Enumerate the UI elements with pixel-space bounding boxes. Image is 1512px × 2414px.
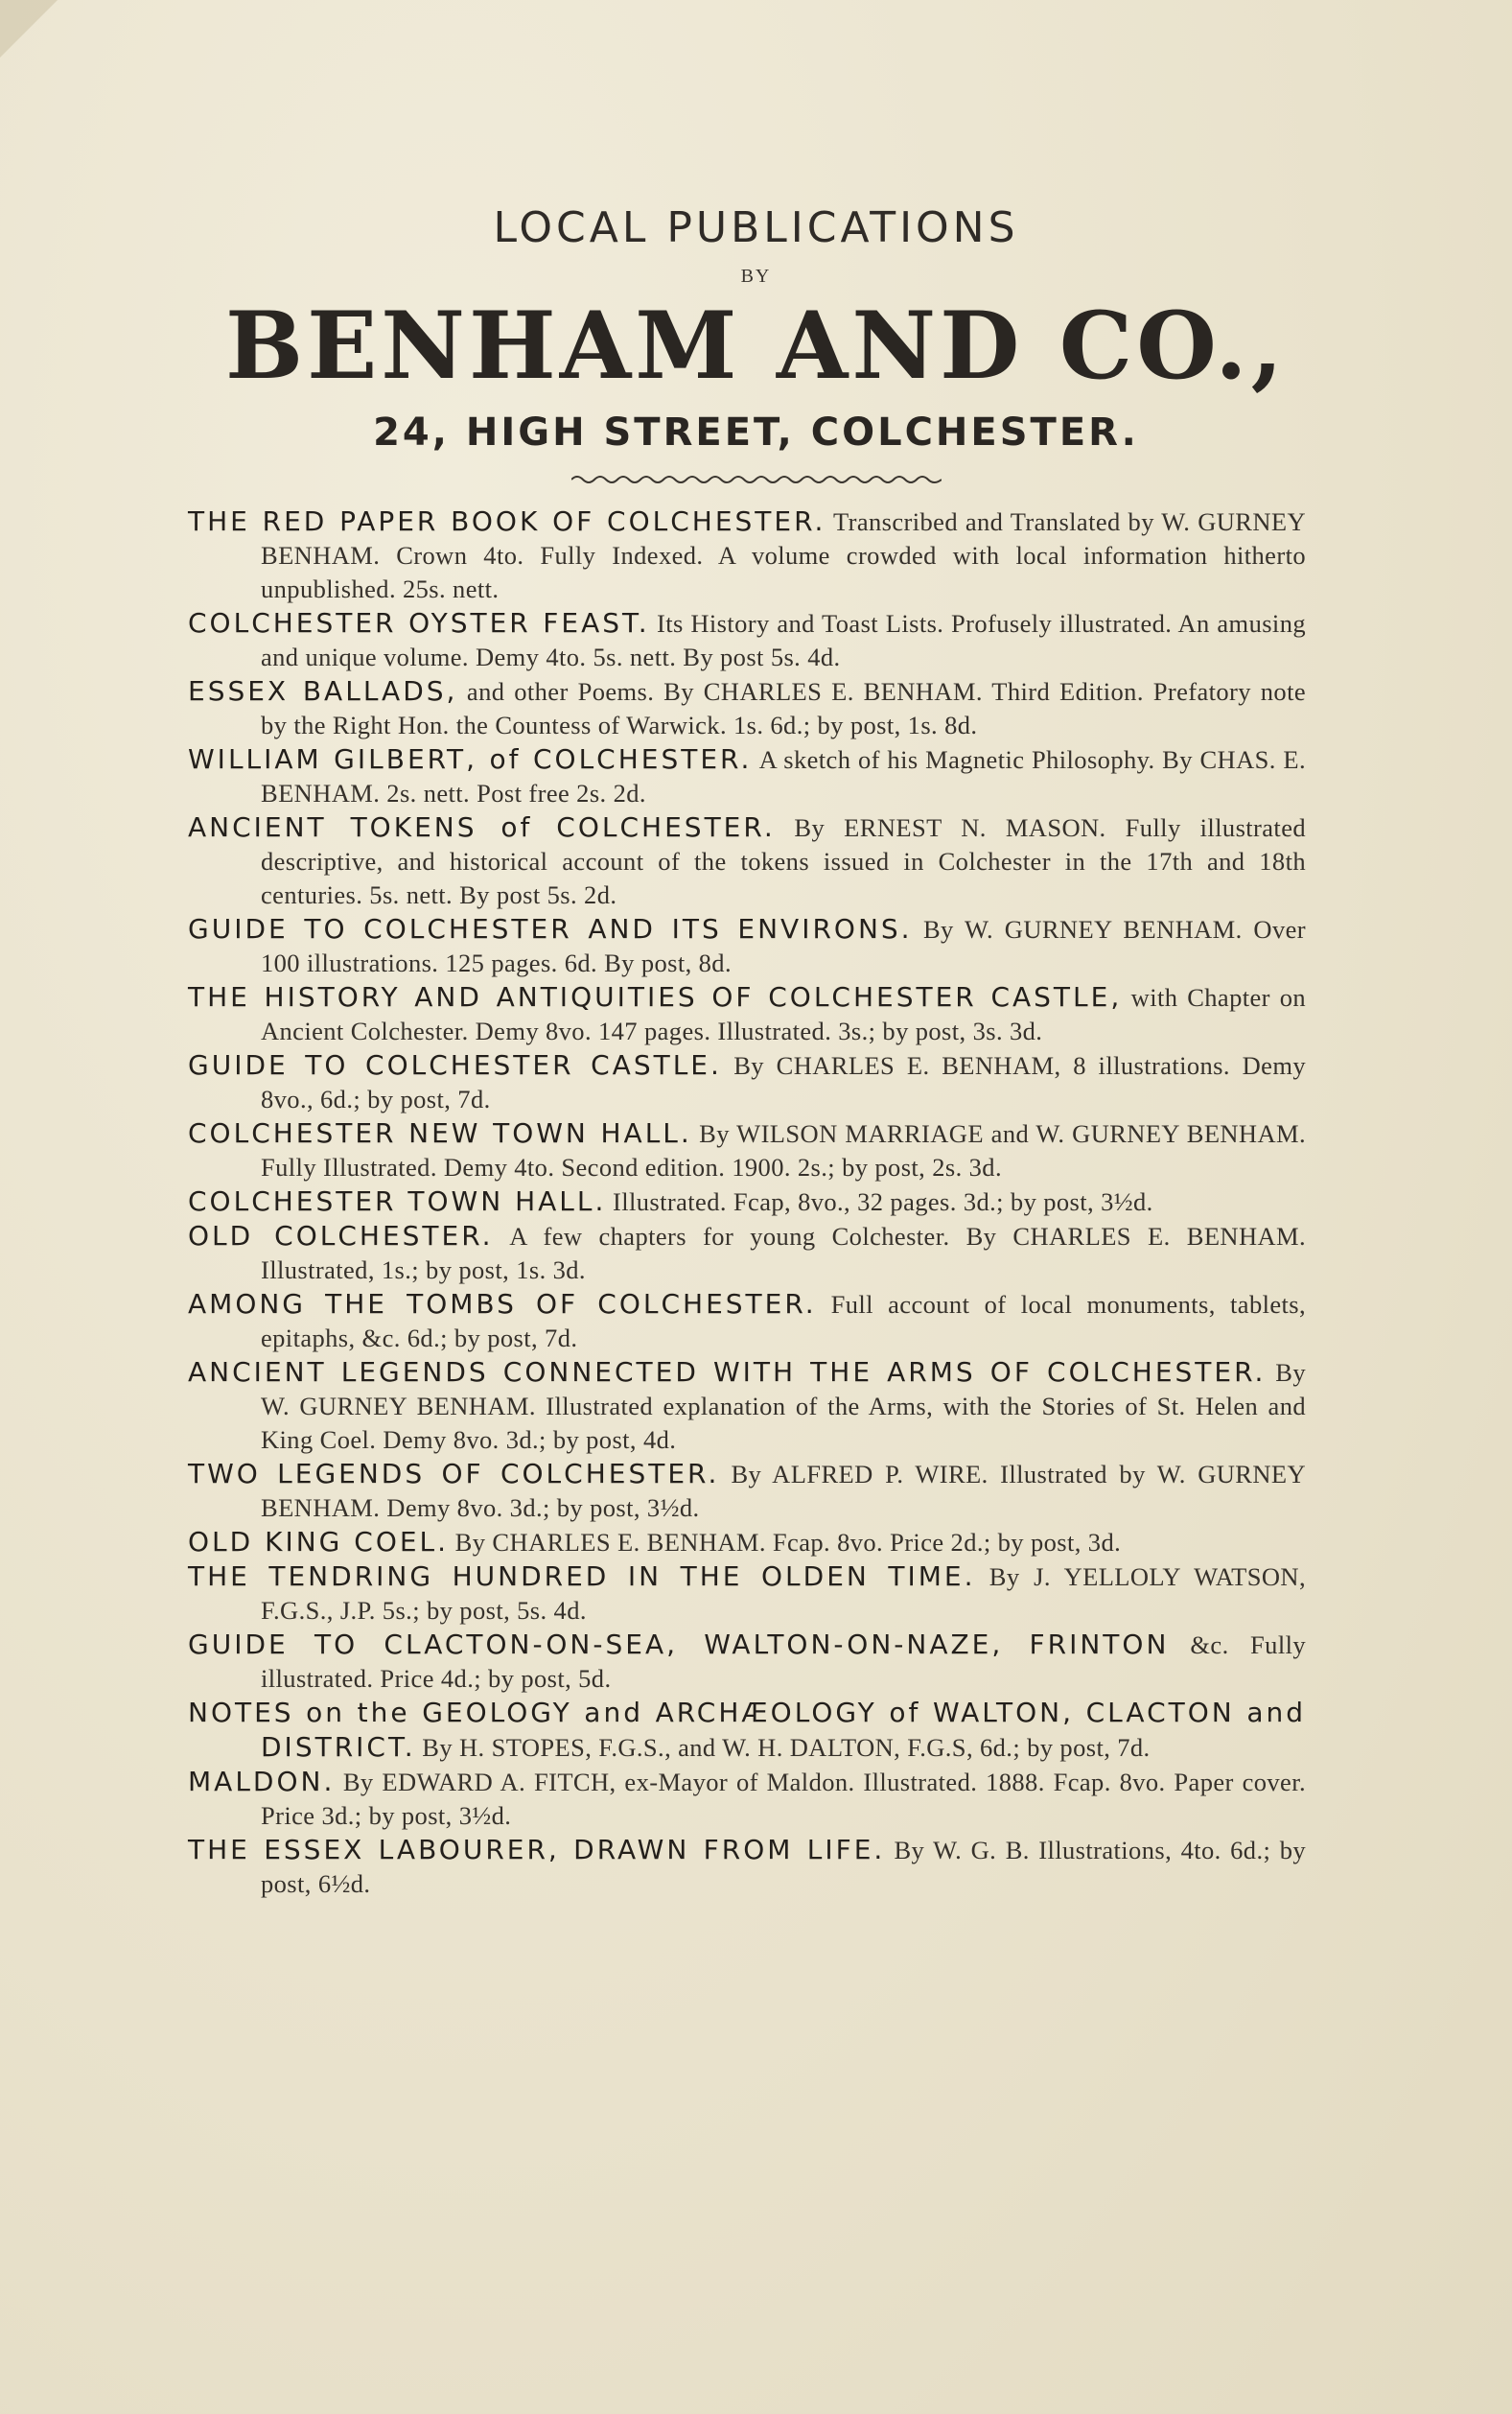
entry-details: A few chapters for young Colchester. By CHARLES E. BENHAM. Illustrated, 1s.; by post, 1s. 3d. [261, 1222, 1307, 1284]
list-item [188, 1219, 1306, 1287]
list-item [188, 1696, 1306, 1765]
entry-heading: GUIDE TO CLACTON-ON-SEA, WALTON-ON-NAZE, FRINTON [188, 1629, 1170, 1660]
entry-heading: THE RED PAPER BOOK OF COLCHESTER. [188, 505, 826, 537]
entry-heading: COLCHESTER OYSTER FEAST. [188, 607, 650, 639]
wavy-rule-ornament [571, 472, 942, 487]
entry-details: By J. YELLOLY WATSON, F.G.S., J.P. 5s.; by post, 5s. 4d. [261, 1562, 1306, 1625]
entry-details: By CHARLES E. BENHAM, 8 illustrations. Demy 8vo., 6d.; by post, 7d. [261, 1051, 1306, 1113]
list-item [188, 810, 1306, 912]
entry-heading: OLD KING COEL. [188, 1526, 450, 1558]
entry-details: By H. STOPES, F.G.S., and W. H. DALTON, F.G.S, 6d.; by post, 7d. [422, 1733, 1151, 1762]
entry-details: By EDWARD A. FITCH, ex-Mayor of Maldon. Illustrated. 1888. Fcap. 8vo. Paper cover. Price 3d.; by post, 3½d. [261, 1768, 1307, 1830]
entry-details: By WILSON MARRIAGE and W. GURNEY BENHAM. Fully Illustrated. Demy 4to. Second edition. 1900. 2s.; by post, 2s. 3d. [261, 1119, 1306, 1182]
entry-heading: COLCHESTER TOWN HALL. [188, 1185, 607, 1217]
list-item [188, 1355, 1306, 1457]
entry-heading: MALDON. [188, 1766, 336, 1797]
wavy-rule-line [571, 477, 942, 482]
list-item [188, 980, 1306, 1048]
list-item [188, 1628, 1306, 1696]
by-line: BY [740, 266, 772, 287]
entry-heading: TWO LEGENDS OF COLCHESTER. [188, 1458, 720, 1489]
list-item [188, 674, 1306, 742]
entry-details: By CHARLES E. BENHAM. Fcap. 8vo. Price 2d.; by post, 3d. [454, 1528, 1122, 1557]
publication-list [188, 504, 1306, 1901]
publisher-address: 24, HIGH STREET, COLCHESTER. [373, 410, 1139, 455]
entry-details: By W. G. B. Illustrations, 4to. 6d.; by post, 6½d. [261, 1836, 1307, 1898]
entry-heading: ANCIENT LEGENDS CONNECTED WITH THE ARMS OF COLCHESTER. [188, 1356, 1267, 1388]
entry-details: By ERNEST N. MASON. Fully illustrated descriptive, and historical account of the tokens issued in Colchester in the 17th and 18th centuries. 5s. nett. By post 5s. 2d. [261, 813, 1307, 909]
page-title: LOCAL PUBLICATIONS [493, 203, 1019, 252]
entry-heading: ESSEX BALLADS, [188, 675, 458, 707]
list-item [188, 1559, 1306, 1628]
entry-details: A sketch of his Magnetic Philosophy. By CHAS. E. BENHAM. 2s. nett. Post free 2s. 2d. [261, 745, 1306, 808]
entry-details: with Chapter on Ancient Colchester. Demy 8vo. 147 pages. Illustrated. 3s.; by post, 3s. 3d. [261, 983, 1307, 1045]
entry-heading: AMONG THE TOMBS OF COLCHESTER. [188, 1288, 817, 1320]
list-item [188, 606, 1306, 674]
entry-details: Its History and Toast Lists. Profusely illustrated. An amusing and unique volume. Demy 4to. 5s. nett. By post 5s. 4d. [261, 609, 1306, 671]
entry-heading: GUIDE TO COLCHESTER CASTLE. [188, 1049, 722, 1081]
list-item [188, 1765, 1306, 1833]
entry-heading: THE HISTORY AND ANTIQUITIES OF COLCHESTER CASTLE, [188, 981, 1123, 1013]
entry-heading: WILLIAM GILBERT, of COLCHESTER. [188, 743, 753, 775]
entry-heading: ANCIENT TOKENS of COLCHESTER. [188, 811, 776, 843]
list-item [188, 504, 1306, 606]
entry-details: and other Poems. By CHARLES E. BENHAM. Third Edition. Prefatory note by the Right Hon. the Countess of Warwick. 1s. 6d.; by post, 1s. 8d. [261, 677, 1307, 739]
list-item [188, 1833, 1306, 1901]
list-item [188, 1525, 1306, 1559]
entry-details: Full account of local monuments, tablets, epitaphs, &c. 6d.; by post, 7d. [261, 1290, 1307, 1352]
list-item [188, 742, 1306, 810]
folded-corner [0, 0, 58, 58]
entry-details: By W. GURNEY BENHAM. Over 100 illustrations. 125 pages. 6d. By post, 8d. [261, 915, 1306, 977]
entry-heading: OLD COLCHESTER. [188, 1220, 494, 1252]
entry-heading: NOTES on the GEOLOGY and ARCHÆOLOGY of WALTON, CLACTON and DISTRICT. [188, 1697, 1306, 1763]
entry-heading: THE TENDRING HUNDRED IN THE OLDEN TIME. [188, 1560, 976, 1592]
entry-heading: COLCHESTER NEW TOWN HALL. [188, 1117, 692, 1149]
list-item [188, 1048, 1306, 1116]
list-item [188, 1184, 1306, 1219]
list-item [188, 1287, 1306, 1355]
entry-heading: GUIDE TO COLCHESTER AND ITS ENVIRONS. [188, 913, 913, 945]
entry-details: Transcribed and Translated by W. GURNEY BENHAM. Crown 4to. Fully Indexed. A volume crowded with local information hitherto unpublished. 25s. nett. [261, 507, 1307, 603]
entry-details: Illustrated. Fcap, 8vo., 32 pages. 3d.; by post, 3½d. [613, 1187, 1153, 1216]
entry-details: &c. Fully illustrated. Price 4d.; by post, 5d. [261, 1630, 1306, 1693]
publisher-name: BENHAM AND CO., [224, 292, 1288, 400]
entry-details: By ALFRED P. WIRE. Illustrated by W. GURNEY BENHAM. Demy 8vo. 3d.; by post, 3½d. [261, 1460, 1307, 1522]
list-item [188, 912, 1306, 980]
entry-details: By W. GURNEY BENHAM. Illustrated explanation of the Arms, with the Stories of St. Helen and King Coel. Demy 8vo. 3d.; by post, 4d. [261, 1358, 1306, 1454]
list-item [188, 1457, 1306, 1525]
list-item [188, 1116, 1306, 1184]
entry-heading: THE ESSEX LABOURER, DRAWN FROM LIFE. [188, 1834, 886, 1865]
